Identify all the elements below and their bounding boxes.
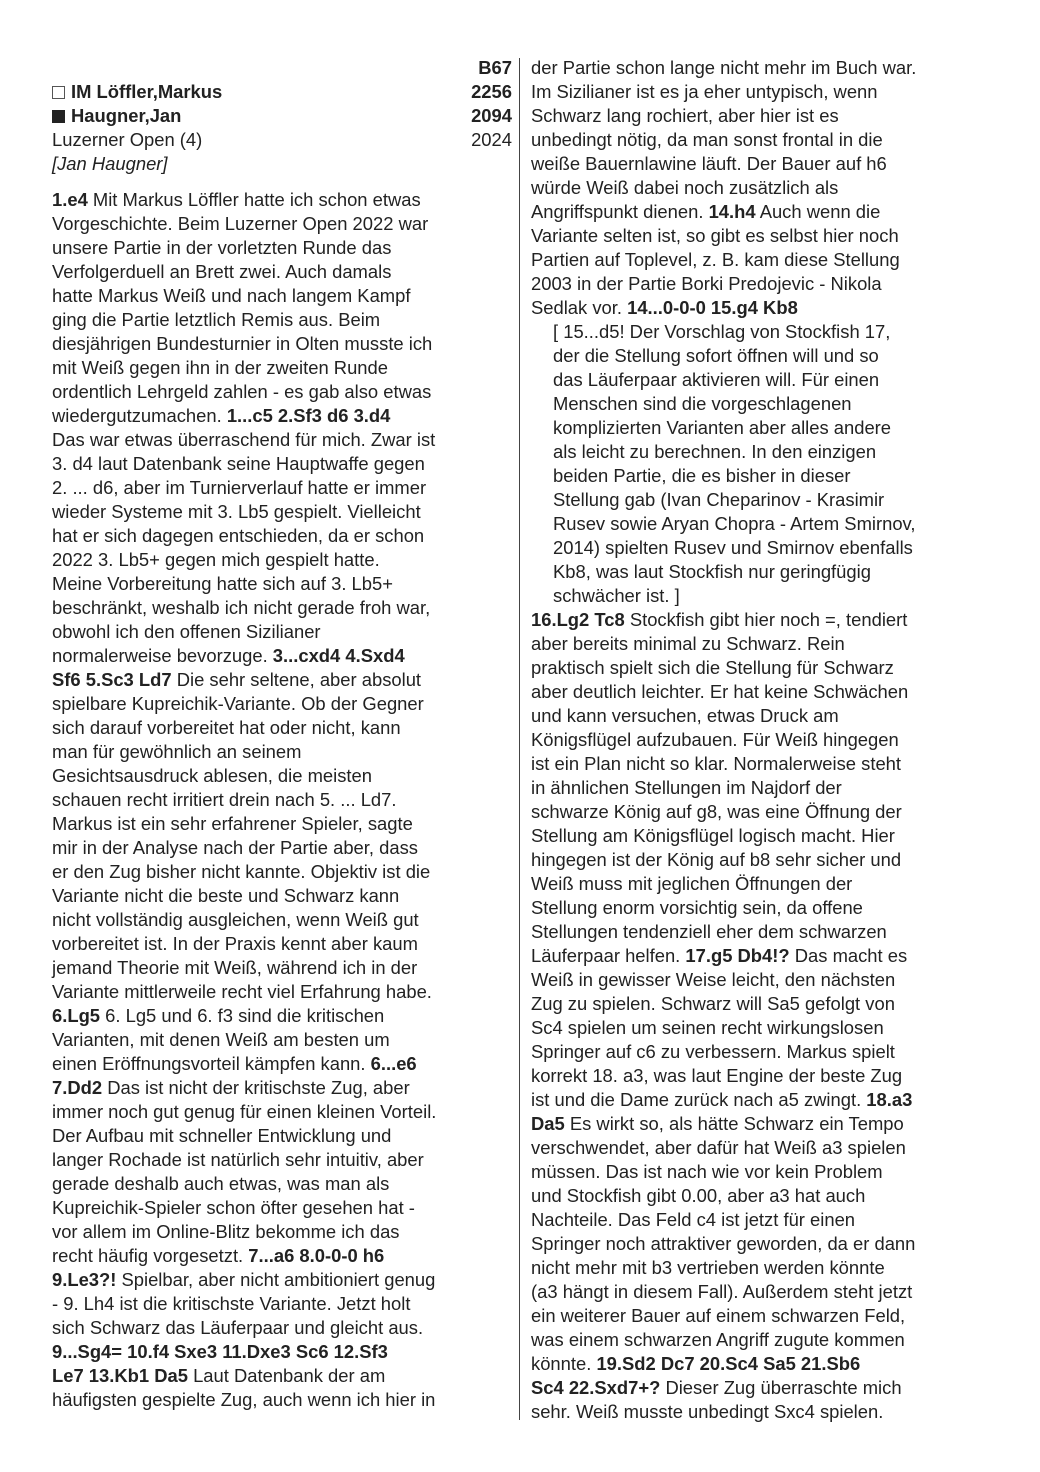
text-line [52,1004,512,1028]
move-notation: 17.g5 Db4!? [685,945,790,966]
commentary-text: Variante nicht die beste und Schwarz kann [52,885,400,906]
right-column [531,56,986,1424]
commentary-text: der Partie schon lange nicht mehr im Buch war. [531,57,917,78]
commentary-text: aber bereits minimal zu Schwarz. Rein [531,633,845,654]
commentary-text: Rusev sowie Aryan Chopra - Artem Smirnov, [553,513,916,534]
commentary-text: wiedergutzumachen. [52,405,227,426]
commentary-text: Läuferpaar helfen. [531,945,686,966]
commentary-text: weiße Bauernlawine läuft. Der Bauer auf h6 [531,153,887,174]
commentary-text: Partien auf Toplevel, z. B. kam diese Stellung [531,249,900,270]
commentary-text: Stellung am Königsflügel logisch macht. Hier [531,825,895,846]
commentary-text: vorbereitet ist. In der Praxis kennt aber kaum [52,933,418,954]
text-line [531,560,986,584]
text-line [531,1232,986,1256]
move-notation: 1...c5 2.Sf3 d6 3.d4 [226,405,391,426]
commentary-text: schauen recht irritiert drein nach 5. ... Ld7. [52,789,397,810]
move-notation: 9.Le3?! [52,1269,117,1290]
text-line [531,1376,986,1400]
commentary-text: was einem schwarzen Angriff zugute kommen [531,1329,905,1350]
commentary-text: Auch wenn die [755,201,881,222]
commentary-text: Weiß in gewisser Weise leicht, den nächsten [531,969,896,990]
move-notation: 18.a3 [866,1089,913,1110]
text-line [531,176,986,200]
commentary-text: korrekt 18. a3, was laut Engine der beste Zug [531,1065,903,1086]
text-line [531,992,986,1016]
text-line [52,620,512,644]
move-notation: 1.e4 [52,189,88,210]
commentary-text: Schwarz lang rochiert, aber hier ist es [531,105,839,126]
commentary-text: Weiß muss mit jeglichen Öffnungen der [531,873,853,894]
move-notation: Da5 [531,1113,565,1134]
left-annotation-text [52,188,512,1412]
commentary-text: beschränkt, weshalb ich nicht gerade froh war, [52,597,431,618]
commentary-text: Vorgeschichte. Beim Luzerner Open 2022 war [52,213,429,234]
commentary-text: Kb8, was laut Stockfish nur geringfügig [553,561,871,582]
text-line [531,1016,986,1040]
white-square-icon [52,86,65,99]
commentary-text: spielbare Kupreichik-Variante. Ob der Gegner [52,693,424,714]
text-line [52,332,512,356]
commentary-text: Nachteile. Das Feld c4 ist jetzt für einen [531,1209,856,1230]
commentary-text: recht häufig vorgesetzt. [52,1245,249,1266]
text-line [531,104,986,128]
text-line [52,908,512,932]
text-line [531,800,986,824]
text-line [52,452,512,476]
commentary-text: 2. ... d6, aber im Turnierverlauf hatte er immer [52,477,427,498]
move-notation: 19.Sd2 Dc7 20.Sc4 Sa5 21.Sb6 [596,1353,861,1374]
commentary-text: praktisch spielt sich die Stellung für Schwarz [531,657,894,678]
commentary-text: Stellung gab (Ivan Cheparinov - Krasimir [553,489,885,510]
commentary-text: 2003 in der Partie Borki Predojevic - Nikola [531,273,882,294]
commentary-text: unsere Partie in der vorletzten Runde das [52,237,392,258]
commentary-text: mir in der Analyse nach der Partie aber, dass [52,837,418,858]
text-line [531,392,986,416]
text-line [52,884,512,908]
text-line [52,1340,512,1364]
commentary-text: ist ein Plan nicht so klar. Normalerweise steht [531,753,902,774]
text-line [531,488,986,512]
text-line [52,932,512,956]
black-player-name: Haugner,Jan [71,105,182,126]
commentary-text: er den Zug bisher nicht kannte. Objektiv ist die [52,861,431,882]
commentary-text: das Läuferpaar aktivieren will. Für einen [553,369,880,390]
commentary-text: häufigsten gespielte Zug, auch wenn ich hier in [52,1389,436,1410]
text-line [531,1328,986,1352]
commentary-text: müssen. Das ist nach wie vor kein Problem [531,1161,883,1182]
commentary-text: ging die Partie letztlich Remis aus. Beim [52,309,381,330]
text-line [52,380,512,404]
commentary-text: sehr. Weiß musste unbedingt Sxc4 spielen. [531,1401,884,1422]
text-line [52,1172,512,1196]
text-line [531,1208,986,1232]
commentary-text: hingegen ist der König auf b8 sehr sicher und [531,849,902,870]
text-line [52,524,512,548]
column-divider [519,58,520,1420]
text-line [52,1244,512,1268]
text-line [531,1184,986,1208]
text-line [52,1148,512,1172]
commentary-text: hatte Markus Weiß und nach langem Kampf [52,285,411,306]
text-line [531,1280,986,1304]
commentary-text: einen Eröffnungsvorteil kämpfen kann. [52,1053,371,1074]
text-line [531,776,986,800]
commentary-text: und kann versuchen, etwas Druck am [531,705,839,726]
commentary-text: ein weiterer Bauer auf einem schwarzen Feld, [531,1305,906,1326]
text-line [52,1316,512,1340]
move-notation: Le7 13.Kb1 Da5 [52,1365,188,1386]
commentary-text: hat er sich dagegen entschieden, da er schon [52,525,425,546]
commentary-text: Das macht es [789,945,908,966]
commentary-text: Meine Vorbereitung hatte sich auf 3. Lb5+ [52,573,393,594]
text-line [52,740,512,764]
text-line [52,548,512,572]
text-line [52,1076,512,1100]
commentary-text: aber deutlich leichter. Er hat keine Schwächen [531,681,909,702]
text-line [531,848,986,872]
text-line [52,1196,512,1220]
black-player-rating: 2094 [471,105,512,126]
text-line [52,716,512,740]
black-player-row [52,104,512,128]
text-line [52,356,512,380]
commentary-text: schwarze König auf g8, was eine Öffnung der [531,801,902,822]
commentary-text: unbedingt nötig, da man sonst frontal in die [531,129,883,150]
move-notation: 14...0-0-0 15.g4 Kb8 [627,297,798,318]
eco-row [52,56,512,80]
move-notation: 7.Dd2 [52,1077,103,1098]
text-line [531,824,986,848]
text-line [531,224,986,248]
text-line [531,704,986,728]
commentary-text: 3. d4 laut Datenbank seine Hauptwaffe gegen [52,453,425,474]
commentary-text: Stellung enorm vorsichtig sein, da offene [531,897,863,918]
text-line [531,944,986,968]
commentary-text: schwächer ist. ] [553,585,680,606]
commentary-text: Menschen sind die vorgeschlagenen [553,393,852,414]
text-line [531,272,986,296]
text-line [52,404,512,428]
commentary-text: verschwendet, aber dafür hat Weiß a3 spielen [531,1137,906,1158]
commentary-text: 2014) spielten Rusev und Smirnov ebenfalls [553,537,913,558]
text-line [531,1136,986,1160]
commentary-text: sich Schwarz das Läuferpaar und gleicht aus. [52,1317,424,1338]
text-line [531,896,986,920]
text-line [52,260,512,284]
commentary-text: ist und die Dame zurück nach a5 zwingt. [531,1089,867,1110]
commentary-text: Spielbar, aber nicht ambitioniert genug [116,1269,436,1290]
text-line [52,1292,512,1316]
text-line [531,728,986,752]
commentary-text: Im Sizilianer ist es ja eher untypisch, wenn [531,81,878,102]
commentary-text: sich darauf vorbereitet hat oder nicht, kann [52,717,401,738]
commentary-text: mit Weiß gegen ihn in der zweiten Runde [52,357,388,378]
annotator: [Jan Haugner] [52,153,168,174]
eco-code: B67 [478,57,512,78]
commentary-text: (a3 hängt in diesem Fall). Außerdem steht jetzt [531,1281,913,1302]
text-line [531,1064,986,1088]
commentary-text: vor allem im Online-Blitz bekomme ich das [52,1221,400,1242]
commentary-text: in ähnlichen Stellungen im Najdorf der [531,777,842,798]
commentary-text: Angriffspunkt dienen. [531,201,709,222]
text-line [531,128,986,152]
commentary-text: Varianten, mit denen Weiß am besten um [52,1029,390,1050]
text-line [52,428,512,452]
commentary-text: und Stockfish gibt 0.00, aber a3 hat auch [531,1185,866,1206]
text-line [52,236,512,260]
commentary-text: Laut Datenbank der am [187,1365,386,1386]
commentary-text: komplizierten Varianten aber alles andere [553,417,892,438]
move-notation: 7...a6 8.0-0-0 h6 [248,1245,385,1266]
commentary-text: Stockfish gibt hier noch =, tendiert [624,609,908,630]
text-line [531,440,986,464]
commentary-text: [ 15...d5! Der Vorschlag von Stockfish 17, [553,321,891,342]
commentary-text: Königsflügel aufzubauen. Für Weiß hingegen [531,729,899,750]
move-notation: 3...cxd4 4.Sxd4 [272,645,405,666]
commentary-text: Zug zu spielen. Schwarz will Sa5 gefolgt von [531,993,895,1014]
commentary-text: Gesichtsausdruck ablesen, die meisten [52,765,372,786]
text-line [52,284,512,308]
text-line [52,836,512,860]
text-line [531,536,986,560]
text-line [531,1304,986,1328]
move-notation: 14.h4 [708,201,756,222]
commentary-text: der die Stellung sofort öffnen will und so [553,345,879,366]
commentary-text: Variante selten ist, so gibt es selbst hier noch [531,225,899,246]
move-notation: 9...Sg4= 10.f4 Sxe3 11.Dxe3 Sc6 12.Sf3 [52,1341,388,1362]
text-line [52,188,512,212]
text-line [52,572,512,596]
commentary-text: Markus ist ein sehr erfahrener Spieler, sagte [52,813,413,834]
right-annotation-text [531,56,986,1424]
text-line [52,644,512,668]
text-line [52,788,512,812]
text-line [52,212,512,236]
text-line [531,752,986,776]
commentary-text: wieder Systeme mit 3. Lb5 gespielt. Vielleicht [52,501,421,522]
commentary-text: gerade deshalb auch etwas, was man als [52,1173,390,1194]
text-line [531,344,986,368]
text-line [52,980,512,1004]
game-header [52,56,512,176]
text-line [531,248,986,272]
move-notation: 16.Lg2 Tc8 [531,609,625,630]
text-line [52,308,512,332]
move-notation: Sf6 5.Sc3 Ld7 [52,669,172,690]
text-line [531,680,986,704]
commentary-text: Stellungen tendenziell eher dem schwarzen [531,921,887,942]
text-line [531,368,986,392]
text-line [52,956,512,980]
text-line [531,80,986,104]
commentary-text: Dieser Zug überraschte mich [660,1377,902,1398]
text-line [531,1040,986,1064]
commentary-text: Der Aufbau mit schneller Entwicklung und [52,1125,392,1146]
text-line [52,500,512,524]
commentary-text: Variante mittlerweile recht viel Erfahrung habe. [52,981,432,1002]
text-line [531,1400,986,1424]
commentary-text: Sc4 spielen um seinen recht wirkungslosen [531,1017,884,1038]
commentary-text: - 9. Lh4 ist die kritischste Variante. Jetzt holt [52,1293,411,1314]
commentary-text: Mit Markus Löffler hatte ich schon etwas [87,189,421,210]
text-line [52,1388,512,1412]
text-line [531,320,986,344]
text-line [531,632,986,656]
text-line [531,584,986,608]
annotator-row [52,152,512,176]
text-line [531,56,986,80]
commentary-text: 2022 3. Lb5+ gegen mich gespielt hatte. [52,549,380,570]
text-line [531,1088,986,1112]
text-line [52,812,512,836]
text-line [52,692,512,716]
text-line [531,512,986,536]
text-line [531,464,986,488]
commentary-text: normalerweise bevorzuge. [52,645,273,666]
move-notation: 6...e6 [370,1053,417,1074]
text-line [52,1100,512,1124]
text-line [531,296,986,320]
text-line [531,656,986,680]
white-player-rating: 2256 [471,81,512,102]
commentary-text: könnte. [531,1353,597,1374]
move-notation: Sc4 22.Sxd7+? [531,1377,661,1398]
text-line [531,1352,986,1376]
text-line [531,608,986,632]
text-line [531,1160,986,1184]
text-line [52,1364,512,1388]
event-year: 2024 [471,129,512,150]
commentary-text: beiden Partie, die es bisher in dieser [553,465,851,486]
commentary-text: Die sehr seltene, aber absolut [171,669,422,690]
commentary-text: langer Rochade ist natürlich sehr intuitiv, aber [52,1149,424,1170]
text-line [52,1124,512,1148]
move-notation: 6.Lg5 [52,1005,101,1026]
commentary-text: Springer noch attraktiver geworden, da er dann [531,1233,916,1254]
commentary-text: würde Weiß dabei noch zusätzlich als [531,177,839,198]
commentary-text: jemand Theorie mit Weiß, während ich in der [52,957,418,978]
commentary-text: diesjährigen Bundesturnier in Olten musste ich [52,333,433,354]
event-name: Luzerner Open (4) [52,129,203,150]
white-player-row [52,80,512,104]
text-line [52,668,512,692]
white-player-name: IM Löffler,Markus [71,81,223,102]
text-line [531,920,986,944]
text-line [52,596,512,620]
text-line [531,416,986,440]
text-line [52,1268,512,1292]
text-line [52,1220,512,1244]
text-line [52,476,512,500]
text-line [531,200,986,224]
commentary-text: Es wirkt so, als hätte Schwarz ein Tempo [564,1113,904,1134]
text-line [531,152,986,176]
commentary-text: immer noch gut genug für einen kleinen Vorteil. [52,1101,437,1122]
commentary-text: Das ist nicht der kritischste Zug, aber [102,1077,410,1098]
commentary-text: Springer auf c6 zu verbessern. Markus spielt [531,1041,895,1062]
text-line [52,764,512,788]
commentary-text: 6. Lg5 und 6. f3 sind die kritischen [100,1005,385,1026]
event-row [52,128,512,152]
commentary-text: obwohl ich den offenen Sizilianer [52,621,321,642]
text-line [531,872,986,896]
text-line [531,1112,986,1136]
commentary-text: ordentlich Lehrgeld zahlen - es gab also etwas [52,381,432,402]
text-line [531,1256,986,1280]
commentary-text: nicht mehr mit b3 vertrieben werden könnte [531,1257,885,1278]
commentary-text: Kupreichik-Spieler schon öfter gesehen hat - [52,1197,415,1218]
commentary-text: nicht vollständig ausgleichen, wenn Weiß gut [52,909,419,930]
commentary-text: als leicht zu berechnen. In den einzigen [553,441,877,462]
commentary-text: Das war etwas überraschend für mich. Zwar ist [52,429,436,450]
text-line [531,968,986,992]
left-column [52,56,512,1412]
text-line [52,860,512,884]
text-line [52,1052,512,1076]
text-line [52,1028,512,1052]
black-square-icon [52,110,65,123]
commentary-text: Sedlak vor. [531,297,628,318]
commentary-text: Verfolgerduell an Brett zwei. Auch damals [52,261,392,282]
commentary-text: man für gewöhnlich an seinem [52,741,302,762]
